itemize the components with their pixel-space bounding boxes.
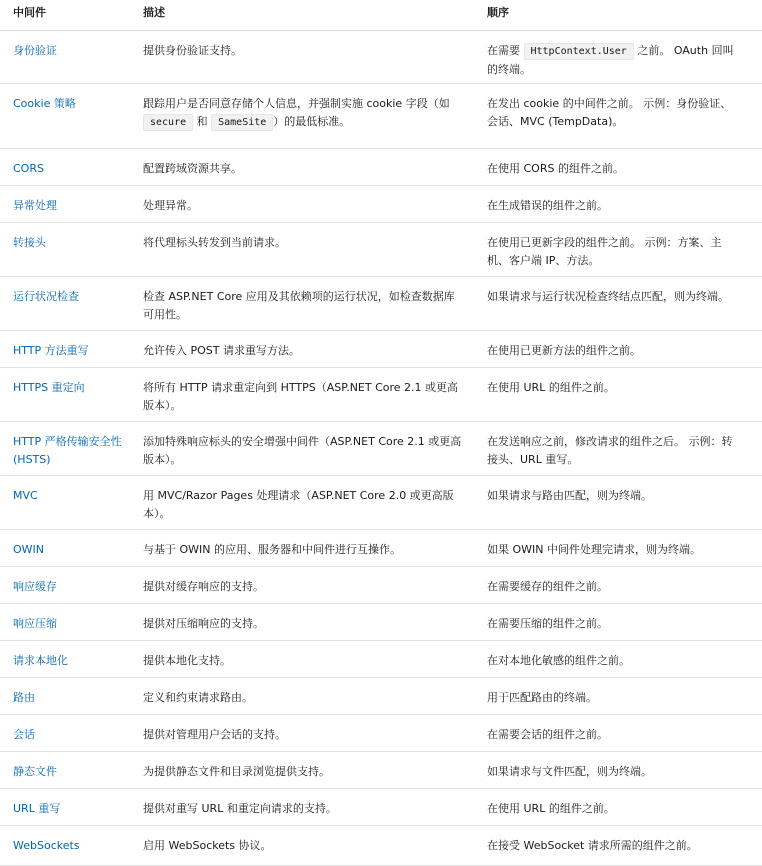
text-fragment: 跟踪用户是否同意存储个人信息，并强制实施 cookie 字段（如 xyxy=(143,97,450,110)
text-fragment: 在使用 URL 的组件之前。 xyxy=(487,381,615,394)
middleware-link[interactable]: 请求本地化 xyxy=(13,654,68,667)
middleware-link[interactable]: 转接头 xyxy=(13,236,46,249)
middleware-link[interactable]: CORS xyxy=(13,162,44,175)
cell-middleware xyxy=(0,42,143,83)
table-row xyxy=(0,331,762,368)
text-fragment: 在使用已更新字段的组件之前。 示例：方案、主机、客户端 IP、方法。 xyxy=(487,236,722,267)
cell-middleware xyxy=(0,800,143,825)
text-fragment: 在使用 URL 的组件之前。 xyxy=(487,802,615,815)
cell-order xyxy=(487,288,749,330)
middleware-link[interactable]: URL 重写 xyxy=(13,802,61,815)
cell-order xyxy=(487,42,749,83)
cell-description xyxy=(143,763,487,788)
cell-middleware xyxy=(0,95,143,148)
cell-description xyxy=(143,42,487,83)
middleware-link[interactable]: Cookie 策略 xyxy=(13,97,76,110)
table-row xyxy=(0,149,762,186)
table-row xyxy=(0,476,762,530)
table-row xyxy=(0,789,762,826)
text-fragment: 在需要 xyxy=(487,44,524,57)
text-fragment: 添加特殊响应标头的安全增强中间件（ASP.NET Core 2.1 或更高版本）。 xyxy=(143,435,462,466)
cell-order xyxy=(487,652,749,677)
cell-middleware xyxy=(0,541,143,566)
middleware-link[interactable]: 响应缓存 xyxy=(13,580,57,593)
cell-description xyxy=(143,342,487,367)
text-fragment: 在接受 WebSocket 请求所需的组件之前。 xyxy=(487,839,698,852)
cell-description xyxy=(143,379,487,421)
cell-order xyxy=(487,615,749,640)
text-fragment: 与基于 OWIN 的应用、服务器和中间件进行互操作。 xyxy=(143,543,401,556)
cell-middleware xyxy=(0,433,143,475)
table-row xyxy=(0,31,762,84)
text-fragment: 提供对重写 URL 和重定向请求的支持。 xyxy=(143,802,337,815)
text-fragment: 允许传入 POST 请求重写方法。 xyxy=(143,344,300,357)
cell-order xyxy=(487,689,749,714)
cell-order xyxy=(487,95,749,148)
cell-order xyxy=(487,541,749,566)
cell-description xyxy=(143,615,487,640)
inline-code: SameSite xyxy=(211,114,273,131)
text-fragment: 提供对压缩响应的支持。 xyxy=(143,617,264,630)
cell-order xyxy=(487,433,749,475)
cell-order xyxy=(487,379,749,421)
text-fragment: 定义和约束请求路由。 xyxy=(143,691,253,704)
cell-order xyxy=(487,578,749,603)
cell-description xyxy=(143,837,487,865)
middleware-link[interactable]: 身份验证 xyxy=(13,44,57,57)
cell-middleware xyxy=(0,160,143,185)
table-row xyxy=(0,604,762,641)
text-fragment: 提供对管理用户会话的支持。 xyxy=(143,728,286,741)
table-row xyxy=(0,826,762,866)
cell-description xyxy=(143,197,487,222)
inline-code: secure xyxy=(143,114,193,131)
cell-description xyxy=(143,160,487,185)
cell-order xyxy=(487,800,749,825)
table-row xyxy=(0,422,762,476)
text-fragment: 在对本地化敏感的组件之前。 xyxy=(487,654,630,667)
middleware-link[interactable]: OWIN xyxy=(13,543,45,556)
cell-description xyxy=(143,578,487,603)
cell-middleware xyxy=(0,689,143,714)
text-fragment: 如果 OWIN 中间件处理完请求，则为终端。 xyxy=(487,543,701,556)
cell-order xyxy=(487,837,749,865)
cell-order xyxy=(487,487,749,529)
cell-middleware xyxy=(0,342,143,367)
text-fragment: 在需要压缩的组件之前。 xyxy=(487,617,608,630)
text-fragment: 用 MVC/Razor Pages 处理请求（ASP.NET Core 2.0 或更高版本）。 xyxy=(143,489,454,520)
cell-description xyxy=(143,689,487,714)
cell-order xyxy=(487,342,749,367)
table-body xyxy=(0,31,762,866)
cell-description xyxy=(143,487,487,529)
table-row xyxy=(0,567,762,604)
table-row xyxy=(0,641,762,678)
cell-description xyxy=(143,800,487,825)
header-description: 描述 xyxy=(143,6,165,19)
header-middleware: 中间件 xyxy=(13,6,46,19)
middleware-link[interactable]: MVC xyxy=(13,489,38,502)
text-fragment: 之前。 OAuth 回叫的终端。 xyxy=(487,44,734,76)
text-fragment: 处理异常。 xyxy=(143,199,198,212)
middleware-link[interactable]: HTTP 严格传输安全性 (HSTS) xyxy=(13,435,122,466)
cell-description xyxy=(143,433,487,475)
text-fragment: 和 xyxy=(193,115,212,128)
cell-middleware xyxy=(0,615,143,640)
text-fragment: 在需要会话的组件之前。 xyxy=(487,728,608,741)
cell-middleware xyxy=(0,652,143,677)
text-fragment: 在使用 CORS 的组件之前。 xyxy=(487,162,624,175)
text-fragment: 在发送响应之前，修改请求的组件之后。 示例：转接头、URL 重写。 xyxy=(487,435,733,466)
table-row xyxy=(0,368,762,422)
table-row xyxy=(0,715,762,752)
table-row xyxy=(0,186,762,223)
cell-middleware xyxy=(0,288,143,330)
text-fragment: 提供对缓存响应的支持。 xyxy=(143,580,264,593)
cell-order xyxy=(487,234,749,276)
cell-description xyxy=(143,541,487,566)
middleware-link[interactable]: HTTP 方法重写 xyxy=(13,344,89,357)
inline-code: HttpContext.User xyxy=(524,43,634,60)
text-fragment: 在需要缓存的组件之前。 xyxy=(487,580,608,593)
cell-middleware xyxy=(0,197,143,222)
text-fragment: 如果请求与运行状况检查终结点匹配，则为终端。 xyxy=(487,290,729,303)
cell-order xyxy=(487,763,749,788)
table-row xyxy=(0,277,762,331)
cell-middleware xyxy=(0,379,143,421)
table-row xyxy=(0,84,762,149)
cell-middleware xyxy=(0,487,143,529)
cell-order xyxy=(487,160,749,185)
middleware-link[interactable]: 路由 xyxy=(13,691,35,704)
text-fragment: 为提供静态文件和目录浏览提供支持。 xyxy=(143,765,330,778)
cell-middleware xyxy=(0,763,143,788)
middleware-link[interactable]: HTTPS 重定向 xyxy=(13,381,85,394)
cell-description xyxy=(143,95,487,148)
middleware-link[interactable]: 异常处理 xyxy=(13,199,57,212)
text-fragment: 检查 ASP.NET Core 应用及其依赖项的运行状况，如检查数据库可用性。 xyxy=(143,290,455,321)
text-fragment: 将所有 HTTP 请求重定向到 HTTPS（ASP.NET Core 2.1 或更高版本）。 xyxy=(143,381,459,412)
table-row xyxy=(0,530,762,567)
middleware-link[interactable]: WebSockets xyxy=(13,839,80,852)
text-fragment: 在生成错误的组件之前。 xyxy=(487,199,608,212)
text-fragment: 提供本地化支持。 xyxy=(143,654,231,667)
middleware-link[interactable]: 静态文件 xyxy=(13,765,57,778)
header-order: 顺序 xyxy=(487,6,509,19)
cell-description xyxy=(143,726,487,751)
text-fragment: 在发出 cookie 的中间件之前。 示例：身份验证、会话、MVC (TempData)。 xyxy=(487,97,732,128)
middleware-link[interactable]: 运行状况检查 xyxy=(13,290,79,303)
cell-middleware xyxy=(0,837,143,865)
text-fragment: 在使用已更新方法的组件之前。 xyxy=(487,344,641,357)
table-row xyxy=(0,752,762,789)
cell-description xyxy=(143,288,487,330)
text-fragment: 提供身份验证支持。 xyxy=(143,44,242,57)
cell-middleware xyxy=(0,578,143,603)
middleware-link[interactable]: 响应压缩 xyxy=(13,617,57,630)
table-row xyxy=(0,223,762,277)
cell-description xyxy=(143,652,487,677)
cell-description xyxy=(143,234,487,276)
cell-middleware xyxy=(0,726,143,751)
text-fragment: ）的最低标准。 xyxy=(273,115,351,128)
cell-order xyxy=(487,197,749,222)
cell-order xyxy=(487,726,749,751)
table-header-row xyxy=(0,0,762,31)
text-fragment: 用于匹配路由的终端。 xyxy=(487,691,597,704)
text-fragment: 如果请求与文件匹配，则为终端。 xyxy=(487,765,652,778)
middleware-link[interactable]: 会话 xyxy=(13,728,35,741)
table-row xyxy=(0,678,762,715)
cell-middleware xyxy=(0,234,143,276)
text-fragment: 将代理标头转发到当前请求。 xyxy=(143,236,286,249)
text-fragment: 配置跨域资源共享。 xyxy=(143,162,242,175)
text-fragment: 启用 WebSockets 协议。 xyxy=(143,839,272,852)
text-fragment: 如果请求与路由匹配，则为终端。 xyxy=(487,489,652,502)
